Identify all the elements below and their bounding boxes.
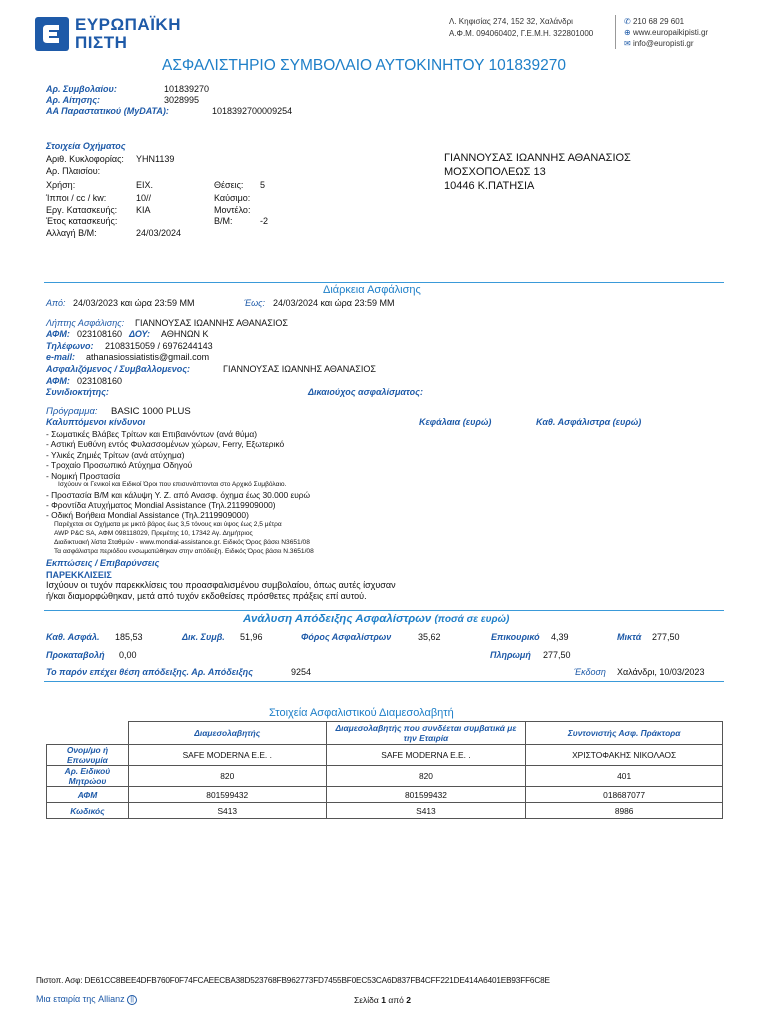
allianz-text: Μια εταιρία της Allianz (36, 994, 125, 1004)
mail-icon: ✉ (624, 39, 631, 48)
use-label: Χρήση: (46, 180, 76, 190)
fee-label: Δικ. Συμβ. (182, 632, 225, 642)
insured-label: Ασφαλιζόμενος / Συμβαλλομενος: (46, 364, 191, 374)
broker-cell: 8986 (526, 803, 723, 819)
policy-number-value: 101839270 (164, 84, 210, 94)
receipt-heading-main: Ανάλυση Απόδειξης Ασφαλίστρων (243, 613, 432, 625)
doy-value: ΑΘΗΝΩΝ Κ (161, 329, 209, 339)
document-title: ΑΣΦΑΛΙΣΤΗΡΙΟ ΣΥΜΒΟΛΑΙΟ ΑΥΤΟΚΙΝΗΤΟΥ 101839270 (162, 57, 567, 74)
coverage-name: - Σωματικές Βλάβες Τρίτων και Επιβαινόντων (ανά θύμα) (46, 429, 258, 439)
vehicle-heading: Στοιχεία Οχήματος (46, 141, 126, 151)
logo-line-2: ΠΙΣΤΗ (75, 33, 128, 52)
plate-value: ΥΗΝ1139 (136, 154, 175, 164)
broker-row-label: Αρ. Ειδικού Μητρώου (47, 766, 129, 787)
company-logo (35, 16, 185, 52)
tax-label: Φόρος Ασφαλίστρων (301, 632, 392, 642)
gross-value: 277,50 (652, 632, 680, 642)
model-label: Μοντέλο: (214, 205, 251, 215)
deviations-text-2: ή/και διαμορφώθηκαν, μετά από τυχόν εκδοθείσες πρόσθετες πράξεις επί αυτού. (46, 591, 367, 601)
assist-note: AWP P&C SA, ΑΦΜ 098118029, Πρεμέτης 10, 17342 Αγ. Δημήτριος (54, 530, 253, 537)
broker-cell: 801599432 (326, 787, 526, 803)
company-address: Λ. Κηφισίας 274, 152 32, Χαλάνδρι (449, 17, 573, 26)
recipient-name: ΓΙΑΝΝΟΥΣΑΣ ΙΩΑΝΝΗΣ ΑΘΑΝΑΣΙΟΣ (444, 152, 631, 164)
afm2-label: ΑΦΜ: (46, 376, 70, 386)
hp-label: Ίπποι / cc / kw: (46, 193, 107, 203)
risks-header: Καλυπτόμενοι κίνδυνοι (46, 417, 146, 427)
broker-row-label: Κωδικός (47, 803, 129, 819)
globe-icon: ⊕ (624, 28, 631, 37)
prepay-label: Προκαταβολή (46, 650, 105, 660)
issue-value: Χαλάνδρι, 10/03/2023 (617, 667, 705, 677)
website-link[interactable]: www.europaikipisti.gr (632, 28, 709, 37)
program-value: BASIC 1000 PLUS (111, 406, 191, 417)
recipient-city: 10446 Κ.ΠΑΤΗΣΙΑ (444, 180, 535, 192)
broker-row-label: ΑΦΜ (47, 787, 129, 803)
to-value: 24/03/2024 και ώρα 23:59 ΜΜ (273, 298, 395, 308)
certificate-hash: Πιστοπ. Ασφ: DE61CC8BEE4DFB760F0F74FCAEECBA38D523768FB962773FD7455BF0EC53CA6D837FB4CFF221DE414A6401EB93FF6C8E (36, 976, 550, 985)
bm-label: Β/Μ: (214, 216, 233, 226)
coverage-name: - Νομική Προστασία (46, 471, 121, 481)
broker-cell: 801599432 (128, 787, 326, 803)
insured-value: ΓΙΑΝΝΟΥΣΑΣ ΙΩΑΝΝΗΣ ΑΘΑΝΑΣΙΟΣ (223, 364, 376, 374)
coverage-name: - Υλικές Ζημιές Τρίτων (ανά ατύχημα) (46, 450, 185, 460)
page-total: 2 (406, 995, 411, 1005)
page-indicator (354, 995, 411, 1005)
header-divider (615, 15, 616, 49)
aux-label: Επικουρικό (491, 632, 540, 642)
phone-label: Τηλέφωνο: (46, 341, 94, 351)
broker-table (46, 721, 723, 819)
assist-note: Διαδικτυακή λίστα Σταθμών - www.mondial-assistance.gr. Ειδικός Όρος βάσει Ν3651/08 (54, 539, 310, 546)
phone-value: 2108315059 / 6976244143 (105, 341, 213, 351)
afm-value: 023108160 (77, 329, 123, 339)
request-number-label: Αρ. Αίτησης: (46, 95, 101, 105)
table-row (47, 766, 723, 787)
gross-label: Μικτά (617, 632, 642, 642)
receipt-bottom-rule (44, 681, 724, 682)
broker-cell: ΧΡΙΣΤΟΦΑΚΗΣ ΝΙΚΟΛΑΟΣ (526, 745, 723, 766)
discounts-heading: Εκπτώσεις / Επιβαρύνσεις (46, 558, 160, 568)
bm-change-value: 24/03/2024 (136, 228, 182, 238)
issue-label: Έκδοση (574, 667, 606, 677)
coverage-name: - Φροντίδα Ατυχήματος Mondial Assistance (Τηλ.2119909000) (46, 500, 276, 510)
net-premium-value: 185,53 (115, 632, 143, 642)
broker-cell: SAFE MODERNA E.E. . (128, 745, 326, 766)
beneficiary-label: Δικαιούχος ασφαλίσματος: (308, 387, 423, 397)
broker-col-header: Συντονιστής Ασφ. Πράκτορα (526, 722, 723, 745)
fuel-label: Καύσιμο: (214, 193, 251, 203)
allianz-eagle-icon: || (127, 995, 137, 1005)
duration-heading: Διάρκεια Ασφάλισης (323, 284, 421, 296)
duration-rule (44, 282, 724, 283)
chassis-label: Αρ. Πλαισίου: (46, 166, 101, 176)
capital-header: Κεφάλαια (ευρώ) (419, 417, 492, 427)
coverage-name: - Τροχαίο Προσωπικό Ατύχημα Οδηγού (46, 460, 193, 470)
legal-note: Ισχύουν οι Γενικοί και Ειδικοί Όροι που επισυνάπτονται στο Αρχικό Συμβόλαιο. (58, 481, 287, 488)
mydata-label: ΑΑ Παραστατικού (MyDATA): (46, 106, 169, 116)
page-current: 1 (381, 995, 386, 1005)
seats-value: 5 (260, 180, 266, 190)
table-row (47, 745, 723, 766)
to-label: Έως: (244, 298, 265, 308)
broker-cell: 018687077 (526, 787, 723, 803)
deviations-heading: ΠΑΡΕΚΚΛΙΣΕΙΣ (46, 570, 112, 580)
doy-label: ΔΟΥ: (129, 329, 150, 339)
receipt-heading-sub: (ποσά σε ευρώ) (434, 614, 510, 625)
year-label: Έτος κατασκευής: (46, 216, 118, 226)
broker-header-row (47, 722, 723, 745)
allianz-badge (36, 994, 137, 1005)
broker-cell: 401 (526, 766, 723, 787)
coowner-label: Συνιδιοκτήτης: (46, 387, 109, 397)
taker-label: Λήπτης Ασφάλισης: (46, 318, 125, 328)
policy-number-label: Αρ. Συμβολαίου: (46, 84, 117, 94)
tax-value: 35,62 (418, 632, 441, 642)
broker-row-label: Ονομ/μο ή Επωνυμία (47, 745, 129, 766)
page-of: από (388, 995, 404, 1005)
broker-heading: Στοιχεία Ασφαλιστικού Διαμεσολαβητή (269, 707, 454, 719)
broker-cell: 820 (326, 766, 526, 787)
logo-mark-icon (35, 17, 69, 51)
receipt-number-label: Το παρόν επέχει θέση απόδειξης. Αρ. Απόδειξης (46, 667, 253, 677)
afm2-value: 023108160 (77, 376, 123, 386)
receipt-heading (243, 613, 509, 625)
broker-corner-cell (47, 722, 129, 745)
broker-cell: S413 (326, 803, 526, 819)
net-premium-label: Καθ. Ασφάλ. (46, 632, 100, 642)
table-row (47, 787, 723, 803)
afm-label: ΑΦΜ: (46, 329, 70, 339)
page-word: Σελίδα (354, 995, 379, 1005)
email-value: athanasiossiatistis@gmail.com (86, 352, 210, 362)
payment-label: Πληρωμή (490, 650, 531, 660)
request-number-value: 3028995 (164, 95, 200, 105)
maker-value: KIA (136, 205, 151, 215)
logo-line-1: ΕΥΡΩΠΑΪΚΗ (75, 15, 181, 34)
coverage-name: - Αστική Ευθύνη εντός Φυλασσομένων χώρων, Ferry, Εξωτερικό (46, 439, 285, 449)
use-value: ΕΙΧ. (136, 180, 154, 190)
fee-value: 51,96 (240, 632, 263, 642)
mydata-value: 1018392700009254 (212, 106, 293, 116)
coverage-name: - Οδική Βοήθεια Mondial Assistance (Τηλ.2119909000) (46, 510, 249, 520)
assist-note: Παρέχεται σε Οχήματα με μικτό βάρος έως 3,5 τόνους και ύψος έως 2,5 μέτρα (54, 521, 282, 528)
premium-header: Καθ. Ασφάλιστρα (ευρώ) (536, 417, 642, 427)
assist-note: Τα ασφάλιστρα περιόδου ενσωματώθηκαν στην απόδειξη. Ειδικός Όρος βάσει Ν.3651/08 (54, 548, 314, 555)
from-label: Από: (46, 298, 66, 308)
receipt-number-value: 9254 (291, 667, 312, 677)
receipt-rule (44, 610, 724, 611)
plate-label: Αριθ. Κυκλοφορίας: (46, 154, 124, 164)
broker-cell: 820 (128, 766, 326, 787)
taker-value: ΓΙΑΝΝΟΥΣΑΣ ΙΩΑΝΝΗΣ ΑΘΑΝΑΣΙΟΣ (135, 318, 288, 328)
phone-number: 210 68 29 601 (632, 17, 685, 26)
phone-icon: ✆ (624, 17, 631, 26)
recipient-street: ΜΟΣΧΟΠΟΛΕΩΣ 13 (444, 166, 546, 178)
website-contact[interactable] (624, 28, 708, 37)
bm-change-label: Αλλαγή Β/Μ: (46, 228, 97, 238)
phone-contact (624, 17, 684, 26)
coverage-name: - Προστασία Β/Μ και κάλυψη Υ. Ζ. από Ανασφ. όχημα έως 30.000 ευρώ (46, 490, 311, 500)
email-contact[interactable] (624, 39, 694, 48)
company-tax-info: Α.Φ.Μ. 094060402, Γ.Ε.Μ.Η. 322801000 (449, 29, 594, 38)
table-row (47, 803, 723, 819)
aux-value: 4,39 (551, 632, 569, 642)
broker-col-header: Διαμεσολαβητής που συνδέεται συμβατικά με την Εταιρία (326, 722, 526, 745)
email-link[interactable]: info@europisti.gr (632, 39, 694, 48)
email-label: e-mail: (46, 352, 76, 362)
broker-cell: SAFE MODERNA E.E. . (326, 745, 526, 766)
broker-cell: S413 (128, 803, 326, 819)
prepay-value: 0,00 (119, 650, 137, 660)
program-label: Πρόγραμμα: (46, 406, 98, 417)
seats-label: Θέσεις: (214, 180, 244, 190)
deviations-text-1: Ισχύουν οι τυχόν παρεκκλίσεις του προασφαλισμένου συμβολαίου, όπως αυτές ίσχυσαν (46, 580, 396, 590)
bm-value: -2 (260, 216, 269, 226)
from-value: 24/03/2023 και ώρα 23:59 ΜΜ (73, 298, 195, 308)
maker-label: Εργ. Κατασκευής: (46, 205, 118, 215)
hp-value: 10// (136, 193, 152, 203)
broker-col-header: Διαμεσολαβητής (128, 722, 326, 745)
payment-value: 277,50 (543, 650, 571, 660)
